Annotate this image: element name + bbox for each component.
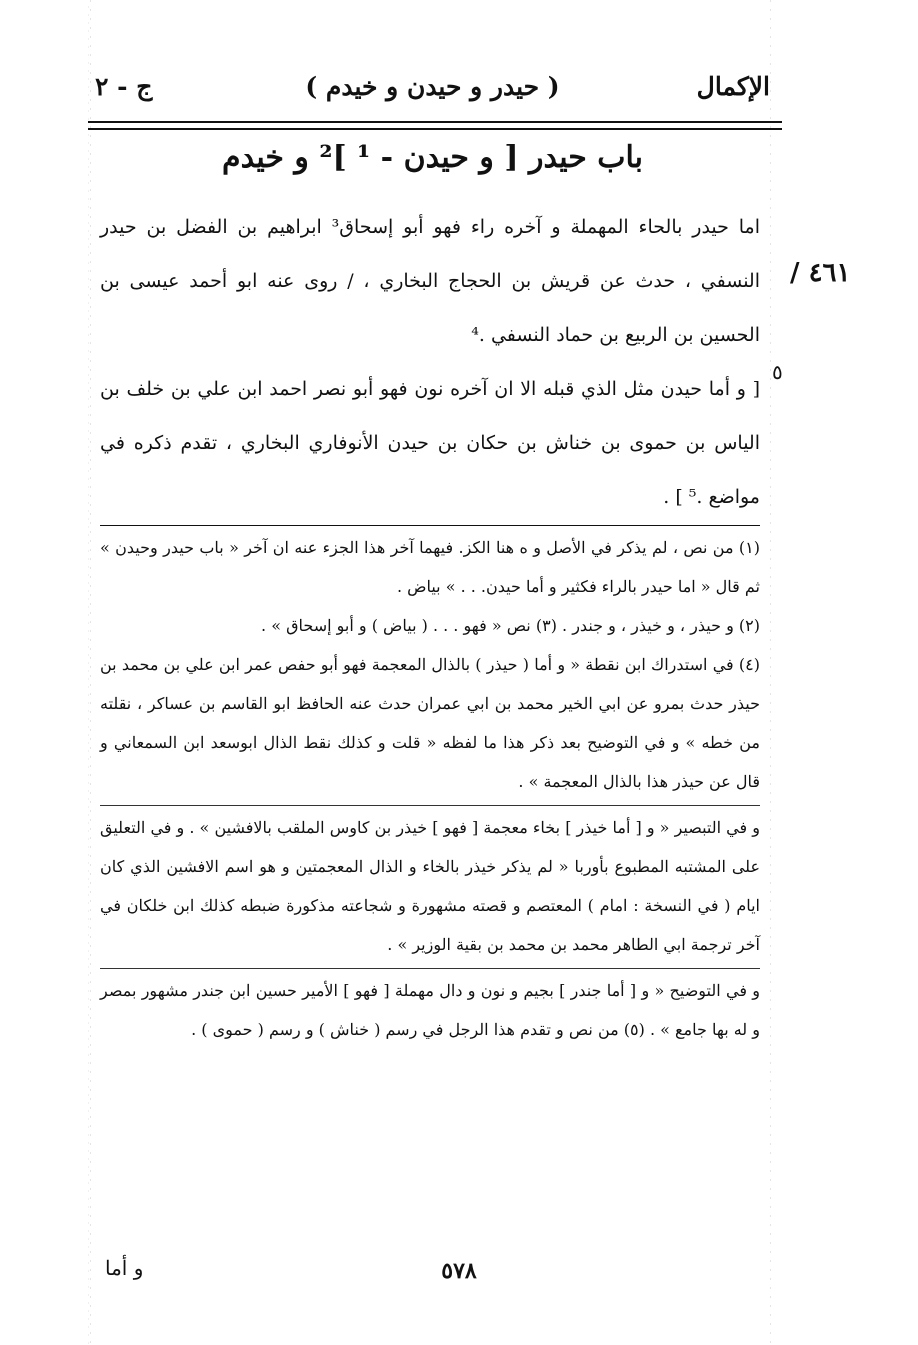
running-header: [95, 68, 770, 114]
footnote: و في التبصير « و [ أما خيذر ] بخاء معجمة [ فهو ] خيذر بن كاوس الملقب بالافشين » . و في التعليق على المشتبه المطبوع بأوربا « لم يذكر خيذر بالخاء و الذال المعجمتين و هو اسم الافشين الذي كان ايام ( في النسخة : امام ) المعتصم و قصته مشهورة و شجاعته مذكورة ضبطه كذلك ابن خلكان في آخر ترجمة ابي الطاهر محمد بن محمد بن بقية الوزير » .: [100, 818, 761, 954]
scan-dots-left: [90, 0, 91, 1345]
footnote-rule: [100, 525, 760, 526]
section-title: ( حيدر و حيدن و خيدم ): [305, 72, 560, 101]
catchword: و أما: [105, 1256, 144, 1280]
footnote-divider: [100, 968, 760, 969]
page-number: ٥٧٨: [441, 1258, 477, 1284]
footnotes: [100, 528, 760, 1049]
header-rule-top: [88, 121, 782, 123]
footnote: (٤) في استدراك ابن نقطة « و أما ( حيذر ) بالذال المعجمة فهو أبو حفص عمر ابن علي بن محمد بن حيذر حدث بمرو عن ابي الخير محمد بن ابي عمران حدث عنه الحافظ ابو القاسم بن عساكر ، نقلته من خطه » و في التوضيح بعد ذكر هذا ما لفظه « قلت و كذلك نقط الذال ابوسعد ابن السمعاني و قال عن حيذر هذا بالذال المعجمة » .: [100, 655, 760, 791]
scan-dots-right: [770, 0, 771, 1345]
header-rule-bottom: [88, 128, 782, 130]
chapter-title: باب حيدر [ و حيدن - ¹ ]² و خيدم: [222, 140, 643, 175]
book-title: الإكمال: [696, 72, 770, 101]
footnote-divider: [100, 805, 760, 806]
line-marker: ٥: [772, 360, 783, 384]
footnote: (١) من نص ، لم يذكر في الأصل و ه هنا الكز. فيهما آخر هذا الجزء عنه ان آخر « باب حيدر وحيدن » ثم قال « اما حيدر بالراء فكثير و أما حيدن. . . » بياض .: [100, 538, 760, 596]
main-text: [100, 200, 760, 524]
footnote: (٢) و حيذر ، و خيذر ، و جندر . (٣) نص « فهو . . . ( بياض ) و أبو إسحاق » .: [261, 616, 760, 635]
body-paragraph: [ و أما حيدن مثل الذي قبله الا ان آخره نون فهو أبو نصر احمد ابن علي بن خلف بن الياس بن حموى بن خناش بن حكان بن حيدن الأنوفاري البخاري ، تقدم ذكره في مواضع .⁵ ] .: [100, 378, 760, 508]
footnote: و في التوضيح « و [ أما جندر ] بجيم و نون و دال مهملة [ فهو ] الأمير حسين ابن جندر مشهور بمصر و له بها جامع » . (٥) من نص و تقدم هذا الرجل في رسم ( خناش ) و رسم ( حموى ) .: [100, 981, 760, 1039]
margin-page-ref: ٤٦١ /: [790, 258, 851, 288]
body-paragraph: اما حيدر بالحاء المهملة و آخره راء فهو أبو إسحاق³ ابراهيم بن الفضل بن حيدر النسفي ، حدث عن قريش بن الحجاج البخاري ، / روى عنه ابو أحمد عيسى بن الحسين بن الربيع بن حماد النسفي .⁴: [100, 216, 760, 346]
volume-label: ج - ٢: [95, 72, 153, 101]
